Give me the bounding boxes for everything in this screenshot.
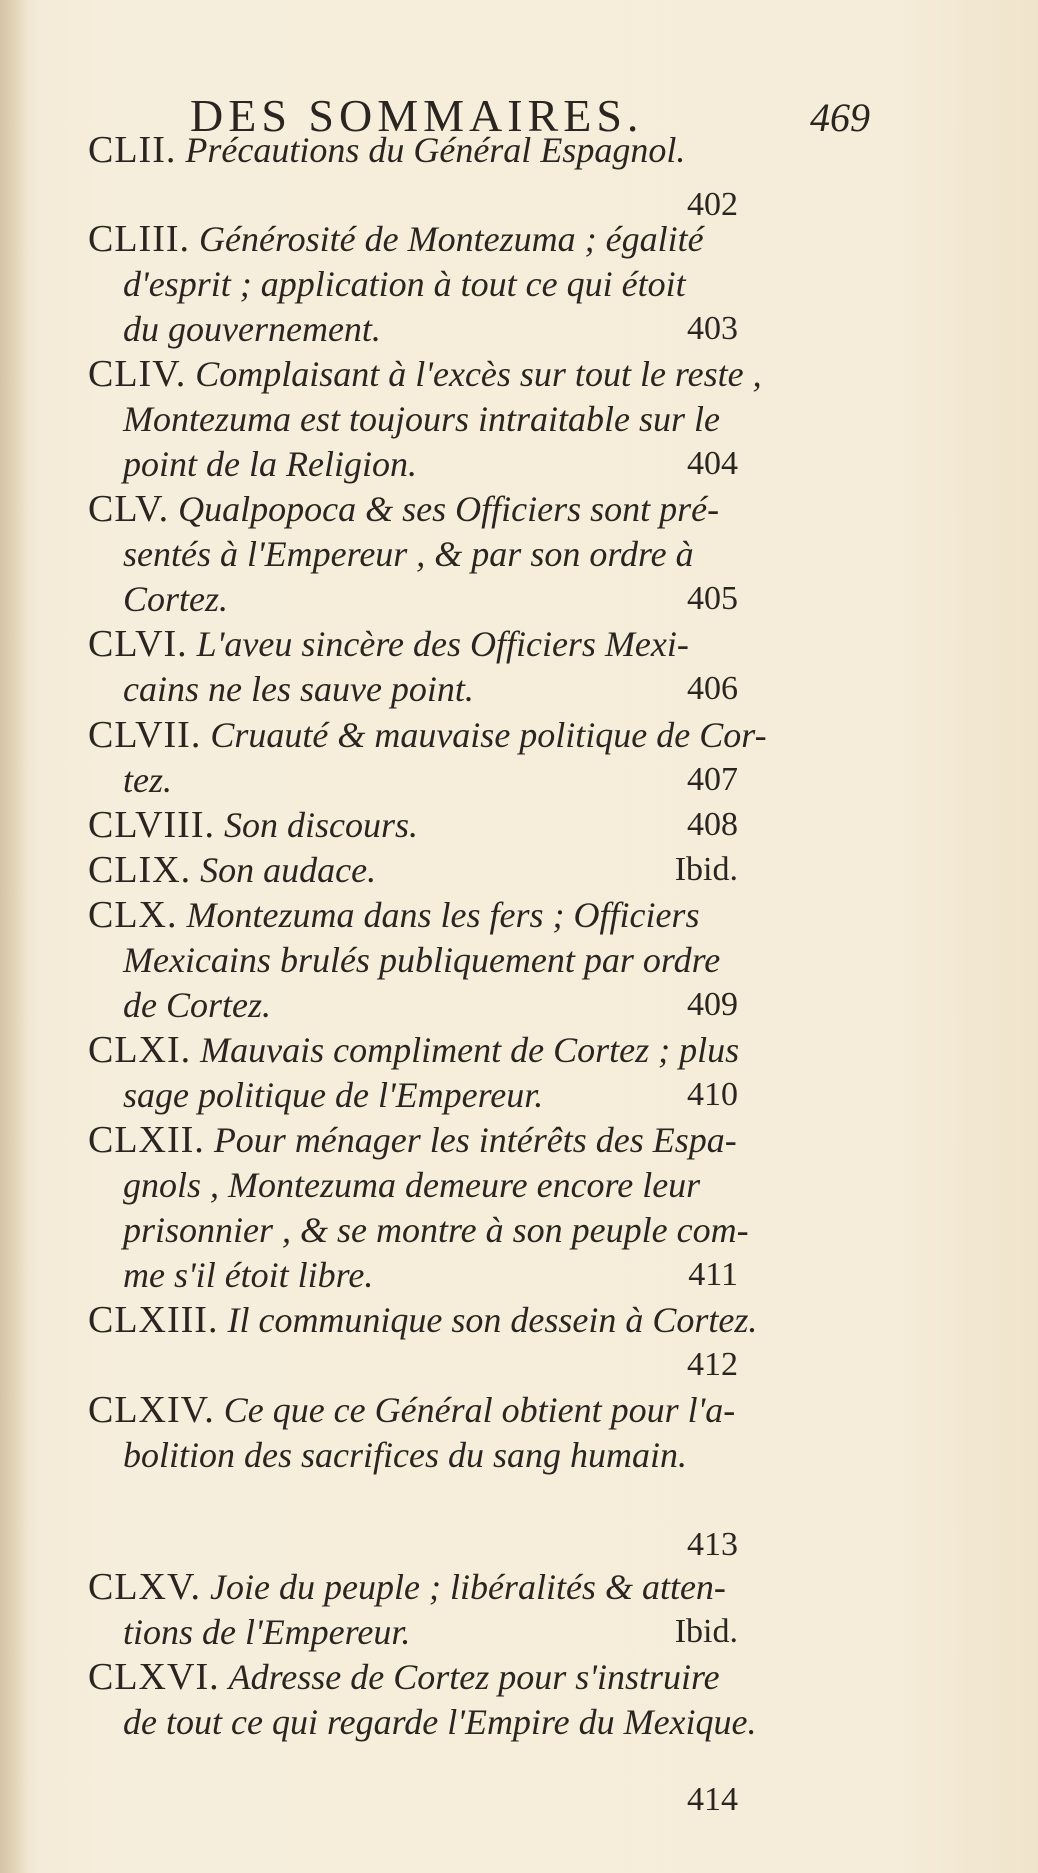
header-title: DES SOMMAIRES. [190,90,644,141]
entry-first-line [88,1028,739,1072]
page-reference: 414 [687,1781,738,1818]
chapter-numeral: CLIX. [88,849,192,891]
chapter-numeral: CLII. [88,129,177,171]
summary-text: tez. [123,760,172,800]
entry-continuation-line [123,262,686,306]
summary-text: bolition des sacrifices du sang humain. [123,1435,687,1475]
entry-first-line [88,622,689,666]
entry-continuation-line [123,983,271,1027]
chapter-numeral: CLXV. [88,1566,202,1608]
header-page-number: 469 [810,95,870,140]
entry-first-line [88,1298,757,1342]
chapter-numeral: CLVII. [88,714,202,756]
entry-first-line [88,893,699,937]
summary-text: Précautions du Général Espagnol. [185,130,686,170]
summary-text: Son audace. [200,850,377,890]
page-reference: 402 [687,186,738,223]
chapter-numeral: CLXIV. [88,1389,215,1431]
chapter-numeral: CLIV. [88,353,187,395]
chapter-numeral: CLXI. [88,1029,192,1071]
entry-first-line [88,1565,726,1609]
summary-text: du gouvernement. [123,309,381,349]
entry-first-line [88,848,376,892]
page-reference: 409 [687,986,738,1023]
entry-first-line [88,1388,735,1432]
summary-text: Son discours. [223,805,418,845]
entry-continuation-line [123,1433,687,1477]
entry-first-line [88,352,762,396]
summary-text: de tout ce qui regarde l'Empire du Mexique. [123,1702,757,1742]
chapter-numeral: CLV. [88,488,170,530]
summary-text: L'aveu sincère des Officiers Mexi- [196,624,689,664]
page-reference: 407 [687,761,738,798]
page-reference: Ibid. [674,851,738,888]
entry-continuation-line [123,1610,410,1654]
entry-first-line [88,803,418,847]
entry-continuation-line [123,938,720,982]
entry-continuation-line [123,1163,700,1207]
summary-text: sentés à l'Empereur , & par son ordre à [123,534,694,574]
page-reference: 412 [687,1346,738,1383]
entry-continuation-line [123,758,172,802]
summary-text: tions de l'Empereur. [123,1612,411,1652]
entry-continuation-line [123,307,381,351]
page-reference: 408 [687,806,738,843]
summary-text: Ce que ce Général obtient pour l'a- [223,1390,736,1430]
page-reference: 405 [687,580,738,617]
page-reference: 411 [688,1256,738,1293]
entry-continuation-line [123,442,417,486]
summary-text: Mauvais compliment de Cortez ; plus [200,1030,740,1070]
entry-first-line [88,487,719,531]
summary-text: de Cortez. [123,985,271,1025]
summary-text: Mexicains brulés publiquement par ordre [123,940,721,980]
chapter-numeral: CLXIII. [88,1299,219,1341]
summary-text: Complaisant à l'excès sur tout le reste , [195,354,762,394]
summary-text: Générosité de Montezuma ; égalité [199,219,704,259]
page-reference: 410 [687,1076,738,1113]
summary-text: cains ne les sauve point. [123,669,474,709]
summary-text: Il communique son dessein à Cortez. [227,1300,758,1340]
entry-continuation-line [123,397,720,441]
entry-continuation-line [123,1073,543,1117]
entry-first-line [88,713,767,757]
summary-text: Adresse de Cortez pour s'instruire [228,1657,720,1697]
chapter-numeral: CLXVI. [88,1656,220,1698]
summary-text: prisonnier , & se montre à son peuple com- [123,1210,749,1250]
summary-text: sage politique de l'Empereur. [123,1075,544,1115]
page-reference: Ibid. [674,1613,738,1650]
summary-text: Cruauté & mauvaise politique de Cor- [210,715,767,755]
chapter-numeral: CLXII. [88,1119,205,1161]
summary-text: gnols , Montezuma demeure encore leur [123,1165,701,1205]
page-reference: 406 [687,670,738,707]
entry-continuation-line [123,1253,373,1297]
summary-text: Pour ménager les intérêts des Espa- [213,1120,737,1160]
entry-continuation-line [123,667,474,711]
entry-first-line [88,217,704,261]
summary-text: Qualpopoca & ses Officiers sont pré- [178,489,720,529]
entry-first-line [88,128,685,172]
entry-first-line [88,1655,720,1699]
summary-text: Montezuma dans les fers ; Officiers [186,895,700,935]
chapter-numeral: CLX. [88,894,178,936]
page-reference: 413 [687,1526,738,1563]
page-reference: 404 [687,445,738,482]
summary-text: Montezuma est toujours intraitable sur le [123,399,720,439]
summary-text: me s'il étoit libre. [123,1255,374,1295]
entry-first-line [88,1118,737,1162]
entry-continuation-line [123,577,228,621]
entry-continuation-line [123,1700,757,1744]
chapter-numeral: CLIII. [88,218,191,260]
entry-continuation-line [123,1208,749,1252]
summary-text: Joie du peuple ; libéralités & atten- [210,1567,726,1607]
binding-shadow [0,0,28,1873]
chapter-numeral: CLVI. [88,623,188,665]
summary-text: d'esprit ; application à tout ce qui étoit [123,264,686,304]
summary-text: Cortez. [123,579,229,619]
chapter-numeral: CLVIII. [88,804,215,846]
entry-continuation-line [123,532,694,576]
summary-text: point de la Religion. [123,444,417,484]
page-reference: 403 [687,310,738,347]
